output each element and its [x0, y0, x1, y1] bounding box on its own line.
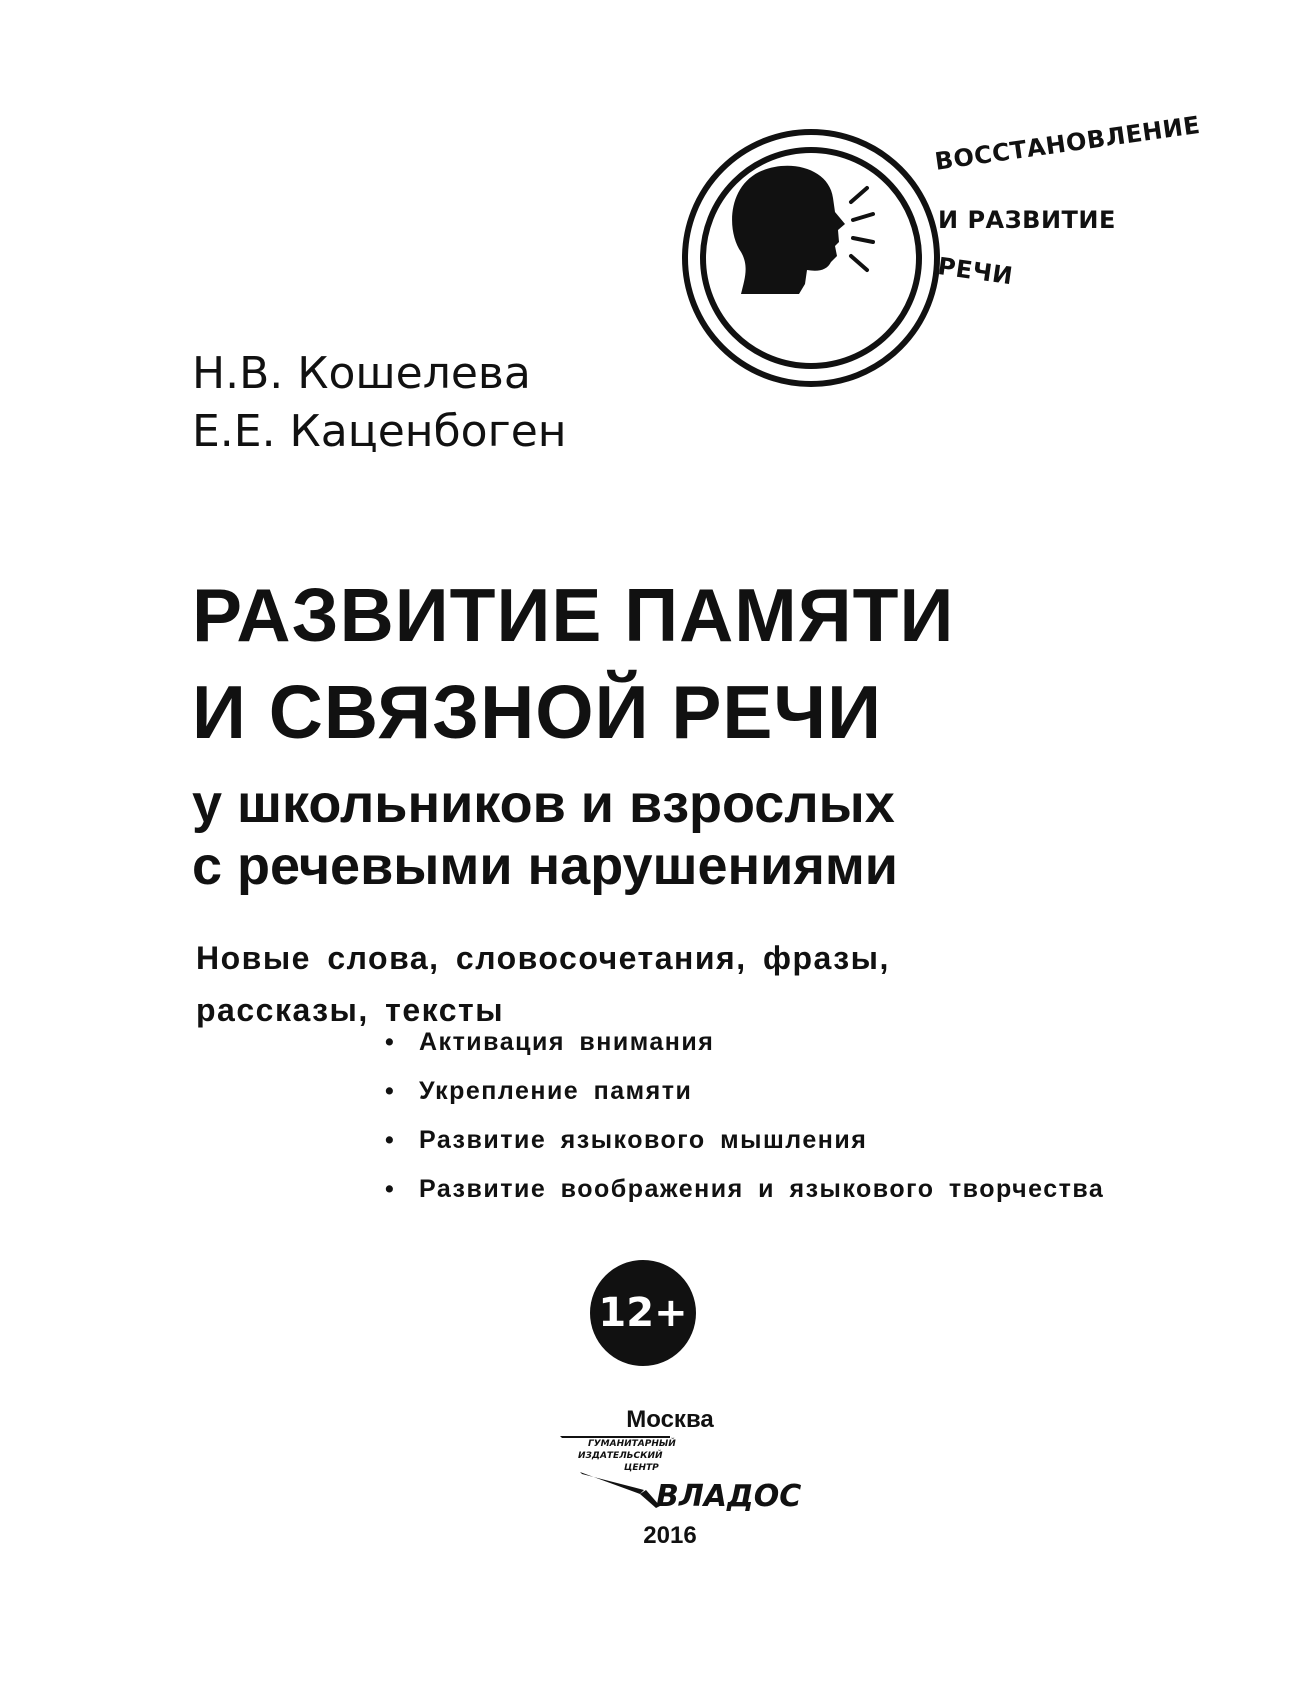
- tagline-line-1: Новые слова, словосочетания, фразы,: [196, 940, 890, 976]
- bullet-icon: •: [385, 1028, 396, 1056]
- list-item: • Активация внимания: [385, 1022, 1104, 1071]
- bullet-icon: •: [385, 1077, 396, 1105]
- tagline-line-2: рассказы, тексты: [196, 992, 505, 1028]
- age-rating-badge: 12+: [590, 1260, 696, 1366]
- feature-list: [385, 1022, 1104, 1218]
- author-2: Е.Е. Каценбоген: [192, 406, 567, 457]
- book-subtitle-line-2: с речевыми нарушениями: [192, 836, 899, 896]
- publisher-name: ВЛАДОС: [656, 1479, 802, 1514]
- bullet-icon: •: [385, 1126, 396, 1154]
- series-label-line-3: РЕЧИ: [936, 252, 1015, 291]
- series-label-line-1: ВОССТАНОВЛЕНИЕ: [933, 110, 1202, 176]
- publication-year: 2016: [643, 1522, 697, 1549]
- list-item: • Развитие языкового мышления: [385, 1120, 1104, 1169]
- bullet-icon: •: [385, 1175, 396, 1203]
- publisher-line-3: ЦЕНТР: [624, 1463, 659, 1473]
- tagline: [196, 932, 890, 1036]
- publisher-logo: [520, 1432, 802, 1518]
- author-1: Н.В. Кошелева: [192, 348, 531, 399]
- speaking-head-icon: [732, 166, 873, 294]
- book-title-line-2: И СВЯЗНОЙ РЕЧИ: [192, 670, 882, 754]
- book-title: [192, 567, 954, 761]
- publisher-line-2: ИЗДАТЕЛЬСКИЙ: [578, 1451, 663, 1461]
- book-title-line-1: РАЗВИТИЕ ПАМЯТИ: [192, 573, 955, 657]
- series-emblem: [681, 128, 941, 388]
- authors: [192, 345, 567, 461]
- book-subtitle-line-1: у школьников и взрослых: [192, 774, 895, 834]
- publication-city: Москва: [626, 1406, 714, 1433]
- series-label-line-2: И РАЗВИТИЕ: [938, 206, 1116, 234]
- list-item: • Укрепление памяти: [385, 1071, 1104, 1120]
- list-item: • Развитие воображения и языкового творчества: [385, 1169, 1104, 1218]
- book-subtitle: [192, 773, 898, 897]
- publisher-line-1: ГУМАНИТАРНЫЙ: [588, 1439, 676, 1449]
